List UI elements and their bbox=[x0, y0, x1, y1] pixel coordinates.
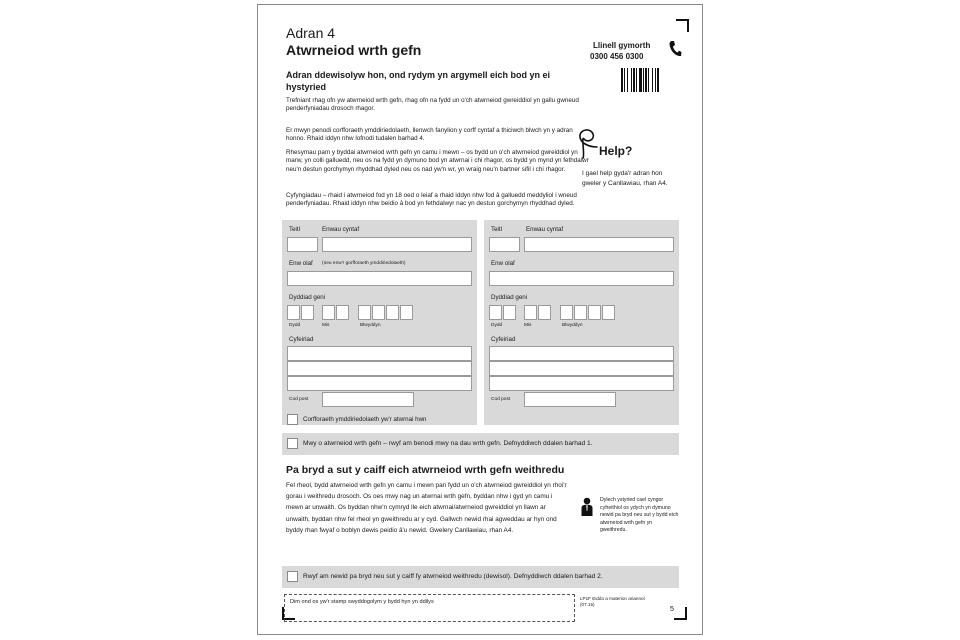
postcode-label: Cod post bbox=[289, 397, 309, 402]
day-label: Dydd bbox=[491, 323, 503, 328]
title-label: Teitl bbox=[289, 226, 301, 233]
dob-year-2[interactable] bbox=[372, 305, 385, 320]
corner-mark-top-right bbox=[676, 19, 689, 32]
intro-paragraph-3: Rhesymau pam y byddai atwrneiod wrth gefn yn camu i mewn – os bydd un o'ch atwrneiod gwreiddiol yn marw, yn colli galluedd, neu os na fydd yn dymuno bod yn atwrnai i chi rhagor, os bydd yn mynd yn fethdalwr neu'n destun gorchymyn rhyddhad dyled neu os nad yw'n wr, yn wraig neu'n bartner sifil i chi rhagor. bbox=[286, 149, 589, 173]
stamp-text: Dim ond os yw'r stamp swyddogolym y bydd hyn yn ddilys bbox=[290, 599, 434, 605]
dob-year-3[interactable] bbox=[588, 305, 601, 320]
last-name-input[interactable] bbox=[489, 271, 674, 286]
intro-subtitle: Adran ddewisolyw hon, ond rydym yn argymell eich bod yn ei hystyried bbox=[286, 70, 551, 92]
postcode-label: Cod post bbox=[491, 397, 511, 402]
address-label: Cyfeiriad bbox=[491, 336, 516, 343]
section-number: Adran 4 bbox=[286, 25, 336, 41]
change-when-text: Rwyf am newid pa bryd neu sut y caiff fy atwrneiod weithredu (dewisol). Defnyddiwch ddalen barhad 2. bbox=[303, 573, 603, 580]
dob-month-1[interactable] bbox=[322, 305, 335, 320]
year-label: Blwyddyn bbox=[360, 323, 381, 328]
postcode-input[interactable] bbox=[322, 392, 414, 407]
dob-year-3[interactable] bbox=[386, 305, 399, 320]
title-label: Teitl bbox=[491, 226, 503, 233]
address-line-1[interactable] bbox=[287, 346, 472, 361]
dob-month-2[interactable] bbox=[538, 305, 551, 320]
phone-icon bbox=[668, 40, 682, 58]
intro-paragraph-1: Trefniant rhag ofn yw atwrneiod wrth gefn, rhag ofn na fydd un o'ch atwrneiod gwreiddiol yn gallu gwneud penderfyniadau drosoch rhagor. bbox=[286, 97, 579, 113]
intro-paragraph-2: Er mwyn penodi corfforaeth ymddiriedolaeth, llenwch fanylion y corff cyntaf a thiciwch blwch yn y adran honno. Rhaid iddyn nhw lofnodi tudalen barhad 4. bbox=[286, 127, 573, 143]
when-step-in-title: Pa bryd a sut y caiff eich atwrneiod wrth gefn weithredu bbox=[286, 464, 565, 476]
barcode-stripe bbox=[659, 68, 660, 92]
dob-year-4[interactable] bbox=[400, 305, 413, 320]
address-line-3[interactable] bbox=[287, 376, 472, 391]
first-names-input[interactable] bbox=[322, 237, 472, 252]
dob-year-1[interactable] bbox=[560, 305, 573, 320]
trust-corporation-label: Corfforaeth ymddiriedolaeth yw'r atwrnai hwn bbox=[303, 416, 427, 423]
document-page bbox=[257, 4, 703, 635]
helpline-label: Llinell gymorth bbox=[593, 41, 651, 50]
section-title: Atwrneiod wrth gefn bbox=[286, 42, 422, 58]
corner-mark-bottom-right bbox=[674, 607, 687, 620]
change-when-checkbox[interactable] bbox=[287, 571, 298, 582]
title-input[interactable] bbox=[287, 237, 318, 252]
address-line-2[interactable] bbox=[489, 361, 674, 376]
dob-day-2[interactable] bbox=[301, 305, 314, 320]
more-attorneys-text: Mwy o atwrneiod wrth gefn – rwyf am benodi mwy na dau wrth gefn. Defnyddiwch ddalen barhad 1. bbox=[303, 440, 593, 447]
month-label: Mis bbox=[322, 323, 330, 328]
dob-label: Dyddiad geni bbox=[491, 294, 528, 301]
day-label: Dydd bbox=[289, 323, 301, 328]
first-names-input[interactable] bbox=[524, 237, 674, 252]
page-number: 5 bbox=[670, 606, 674, 613]
replacement-attorney-1-panel bbox=[282, 220, 477, 425]
last-name-label: Enw olaf bbox=[491, 260, 515, 267]
form-code: LP1F Eiddo a materion ariannol (07.15) bbox=[580, 596, 645, 607]
address-line-1[interactable] bbox=[489, 346, 674, 361]
trust-corporation-checkbox[interactable] bbox=[287, 414, 298, 425]
more-attorneys-checkbox[interactable] bbox=[287, 438, 298, 449]
address-line-2[interactable] bbox=[287, 361, 472, 376]
dob-month-2[interactable] bbox=[336, 305, 349, 320]
year-label: Blwyddyn bbox=[562, 323, 583, 328]
address-line-3[interactable] bbox=[489, 376, 674, 391]
last-name-note: (neu enw'r gorfforaeth ymddiriedolaeth) bbox=[322, 261, 406, 266]
dob-year-4[interactable] bbox=[602, 305, 615, 320]
first-names-label: Enwau cyntaf bbox=[526, 226, 564, 233]
when-step-in-body: Fel rheol, bydd atwrneiod wrth gefn yn camu i mewn pan fydd un o'ch atwrneiod gwreiddiol yn rhoi'r gorau i weithredu drosoch. Os oes mwy nag un atwrnai wrth gefn, byddan nhw i gyd yn camu i mewn ar unwaith. Os byddan nhw'n cymryd lle eich atwrnai/atwrneiod gwreiddiol yn llawn ar unwaith, byddan nhw fel rheol yn gweithredu ar y cyd. Gallwch newid rhai agweddau ar hyn ond byddy rhan fwyaf o boblyn dewis peidio â'u newid. Gwelery Canllawiau, rhan A4. bbox=[286, 482, 567, 534]
title-input[interactable] bbox=[489, 237, 520, 252]
person-icon bbox=[581, 497, 593, 517]
dob-month-1[interactable] bbox=[524, 305, 537, 320]
helpline-number: 0300 456 0300 bbox=[590, 52, 644, 61]
last-name-input[interactable] bbox=[287, 271, 472, 286]
help-heading: Help? bbox=[599, 144, 633, 158]
more-attorneys-bar bbox=[282, 433, 679, 455]
dob-day-1[interactable] bbox=[287, 305, 300, 320]
month-label: Mis bbox=[524, 323, 532, 328]
dob-day-2[interactable] bbox=[503, 305, 516, 320]
postcode-input[interactable] bbox=[524, 392, 616, 407]
dob-year-2[interactable] bbox=[574, 305, 587, 320]
dob-label: Dyddiad geni bbox=[289, 294, 326, 301]
intro-paragraph-4: Cyfyngiadau – rhaid i atwrneiod fod yn 18 oed o leiaf a rhaid iddyn nhw fod â galluedd meddyliol i wneud penderfyniadau. Rhaid iddyn nhw beidio â bod yn fethdalwyr nac yn destun gorchymyn rhyddhad dyled. bbox=[286, 192, 577, 208]
change-when-bar bbox=[282, 566, 679, 588]
address-label: Cyfeiriad bbox=[289, 336, 314, 343]
dob-day-1[interactable] bbox=[489, 305, 502, 320]
help-text: I gael help gyda'r adran hon gweler y Canllawiau, rhan A4. bbox=[582, 170, 668, 187]
last-name-label: Enw olaf bbox=[289, 260, 313, 267]
first-names-label: Enwau cyntaf bbox=[322, 226, 360, 233]
replacement-attorney-2-panel bbox=[484, 220, 679, 425]
barcode bbox=[621, 68, 677, 92]
dob-year-1[interactable] bbox=[358, 305, 371, 320]
legal-advice-note: Dylech ystyried cael cyngor cyfreithiol os ydych yn dymuno newid pa bryd neu sut y bydd eich atwrneiod wrth gefn yn gweithredu. bbox=[600, 497, 679, 534]
